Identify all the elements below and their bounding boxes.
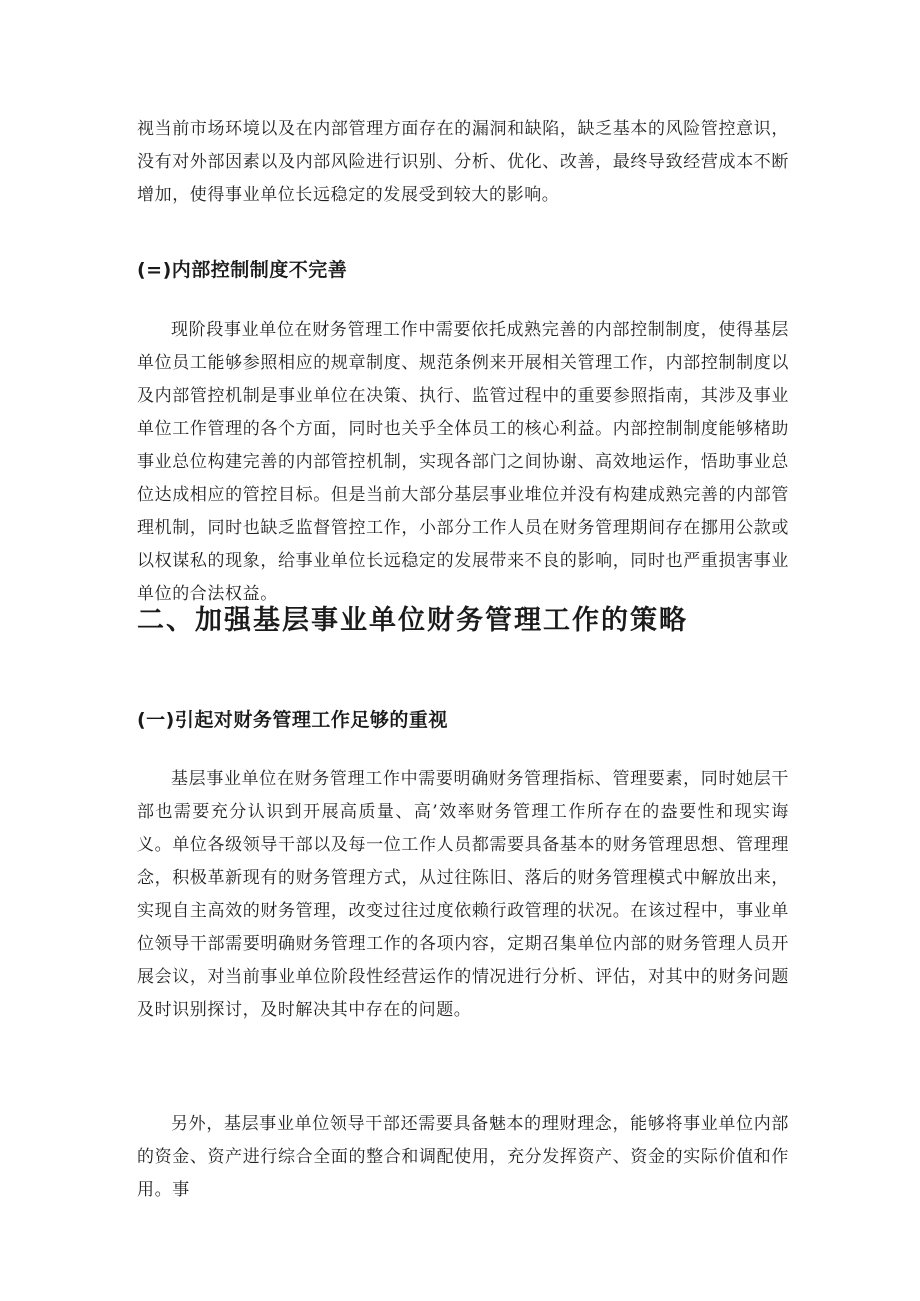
section-title-strategies: 二、加强基层事业单位财务管理工作的策略 <box>137 605 688 636</box>
paragraph-text: 基层事业单位在财务管理工作中需要明确财务管理指标、管理要素，同时她层干部也需要充分认识到开展高质量、高’效率财务管理工作所存在的盎要性和现实诲义。单位各级领导干部以及每一位工作人员都需要具备基本的财务管理思想、管理理念，积极革新现有的财务管理方式，从过往陈旧、落后的财务管理模式中解放出来，实现自主高效的财务管理，改变过往过度依赖行政管理的状况。在该过程中，事业单位领导干部需要明确财务管理工作的各项内容，定期召集单位内部的财务管理人员开展会议，对当前事业单位阶段性经营运作的情况进行分析、评估，对其中的财务问题及时识别探讨，及时解决其中存在的问题。 <box>137 769 789 1020</box>
attention-paragraph-1 <box>137 763 789 1027</box>
paragraph-text: 视当前市场环境以及在内部管理方面存在的漏洞和缺陷，缺乏基本的风险管控意识，没有对外部因素以及内部风险进行识别、分析、优化、改善，最终导致经营成本不断增加，使得事业单位长远稳定的发展受到较大的影响。 <box>137 119 789 205</box>
internal-control-paragraph <box>137 314 789 611</box>
paragraph-text: 现阶段事业单位在财务管理工作中需要依托成熟完善的内部控制制度，使得基层单位员工能够参照相应的规章制度、规范条例来开展相关管理工作，内部控制制度以及内部管控机制是事业单位在决策、执行、监管过程中的重要参照指南，其涉及事业单位工作管理的各个方面，同时也关乎全体员工的核心利益。内部控制制度能够楮助事业总位构建完善的内部管控机制，实现各部门之间协谢、高效地运作，悟助事业总位达成相应的管控目标。但是当前大部分基层事业堆位并没有构建成熟完善的内部管理机制，同时也缺乏监督管控工作，小部分工作人员在财务管理期间存在挪用公款或以权谋私的现象，给事业单位长远稳定的发展带来不良的影响，同时也严重损害事业单位的合法权益。 <box>137 320 789 604</box>
subsection-title-internal-control: (=)内部控制制度不完善 <box>137 259 348 281</box>
paragraph-text: 另外，基层事业单位领导干部还需要具备魅本的理财理念，能够将事业单位内部的资金、资产进行综合全面的整合和调配使用，充分发挥资产、资金的实际价值和作用。事 <box>137 1114 789 1200</box>
continued-paragraph <box>137 113 789 212</box>
subsection-title-attention: (一)引起对财务管理工作足够的重视 <box>137 709 448 731</box>
attention-paragraph-2 <box>137 1108 789 1207</box>
